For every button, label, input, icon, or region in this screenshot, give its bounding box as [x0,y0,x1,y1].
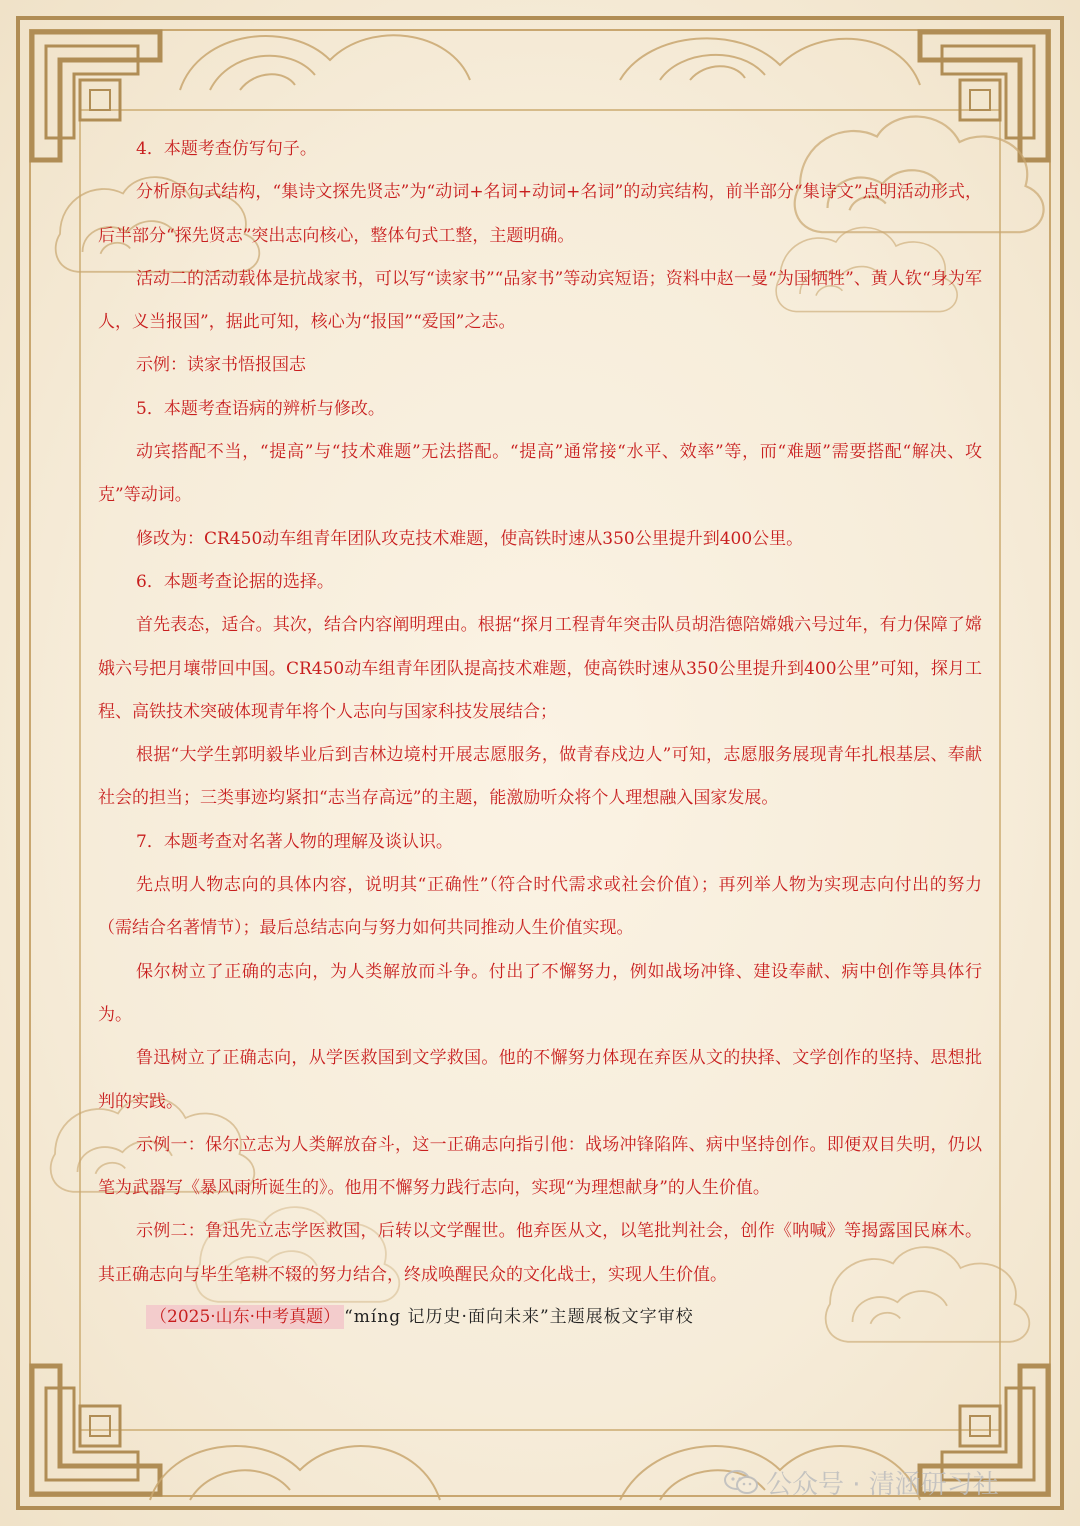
answer-paragraph: 示例二：鲁迅先立志学医救国，后转以文学醒世。他弃医从文，以笔批判社会，创作《呐喊》等揭露国民麻木。其正确志向与毕生笔耕不辍的努力结合，终成唤醒民众的文化战士，实现人生价值。 [98,1221,982,1285]
question-title: “míng 记历史·面向未来”主题展板文字审校 [344,1307,694,1327]
answer-paragraph: 根据“大学生郭明毅毕业后到吉林边境村开展志愿服务，做青春戍边人”可知，志愿服务展现青年扎根基层、奉献社会的担当；三类事迹均紧扣“志当存高远”的主题，能激励听众将个人理想融入国家发展。 [98,745,982,809]
wechat-icon [724,1469,758,1495]
answer-paragraph: 修改为：CR450动车组青年团队攻克技术难题，使高铁时速从350公里提升到400公里。 [136,528,804,549]
answer-content [98,128,982,1297]
answer-paragraph: 分析原句式结构，“集诗文探先贤志”为“动词+名词+动词+名词”的动宾结构，前半部分“集诗文”点明活动形式，后半部分“探先贤志”突出志向核心，整体句式工整，主题明确。 [98,182,982,246]
watermark [724,1460,1054,1504]
question-source-tag: （2025·山东·中考真题） [146,1305,344,1329]
answer-paragraph: 动宾搭配不当，“提高”与“技术难题”无法搭配。“提高”通常接“水平、效率”等，而“难题”需要搭配“解决、攻克”等动词。 [98,442,982,506]
answer-paragraph: 示例：读家书悟报国志 [136,355,306,376]
answer-paragraph: 示例一：保尔立志为人类解放奋斗，这一正确志向指引他：战场冲锋陷阵、病中坚持创作。即便双目失明，仍以笔为武器写《暴风雨所诞生的》。他用不懈努力践行志向，实现“为理想献身”的人生价值。 [98,1134,982,1199]
question-line [98,1296,982,1339]
answer-paragraph: 首先表态，适合。其次，结合内容阐明理由。根据“探月工程青年突击队员胡浩德陪嫦娥六号过年，有力保障了嫦娥六号把月壤带回中国。CR450动车组青年团队提高技术难题，使高铁时速从350公里提升到400公里”可知，探月工程、高铁技术突破体现青年将个人志向与国家科技发展结合； [98,615,982,722]
question-heading: 4．本题考查仿写句子。 [136,139,317,159]
answer-paragraph: 保尔树立了正确的志向，为人类解放而斗争。付出了不懈努力，例如战场冲锋、建设奉献、病中创作等具体行为。 [98,961,982,1025]
answer-paragraph: 先点明人物志向的具体内容，说明其“正确性”（符合时代需求或社会价值）；再列举人物为实现志向付出的努力（需结合名著情节）；最后总结志向与努力如何共同推动人生价值实现。 [98,875,982,939]
question-heading: 5．本题考查语病的辨析与修改。 [136,398,385,419]
question-heading: 7．本题考查对名著人物的理解及谈认识。 [136,831,453,852]
watermark-text: 公众号 · 清涵研习社 [766,1469,999,1500]
answer-paragraph: 鲁迅树立了正确志向，从学医救国到文学救国。他的不懈努力体现在弃医从文的抉择、文学创作的坚持、思想批判的实践。 [98,1048,982,1112]
answer-paragraph: 活动二的活动载体是抗战家书，可以写“读家书”“品家书”等动宾短语；资料中赵一曼“为国牺牲”、黄人钦“身为军人，义当报国”，据此可知，核心为“报国”“爱国”之志。 [98,268,982,333]
question-heading: 6．本题考查论据的选择。 [136,571,334,592]
